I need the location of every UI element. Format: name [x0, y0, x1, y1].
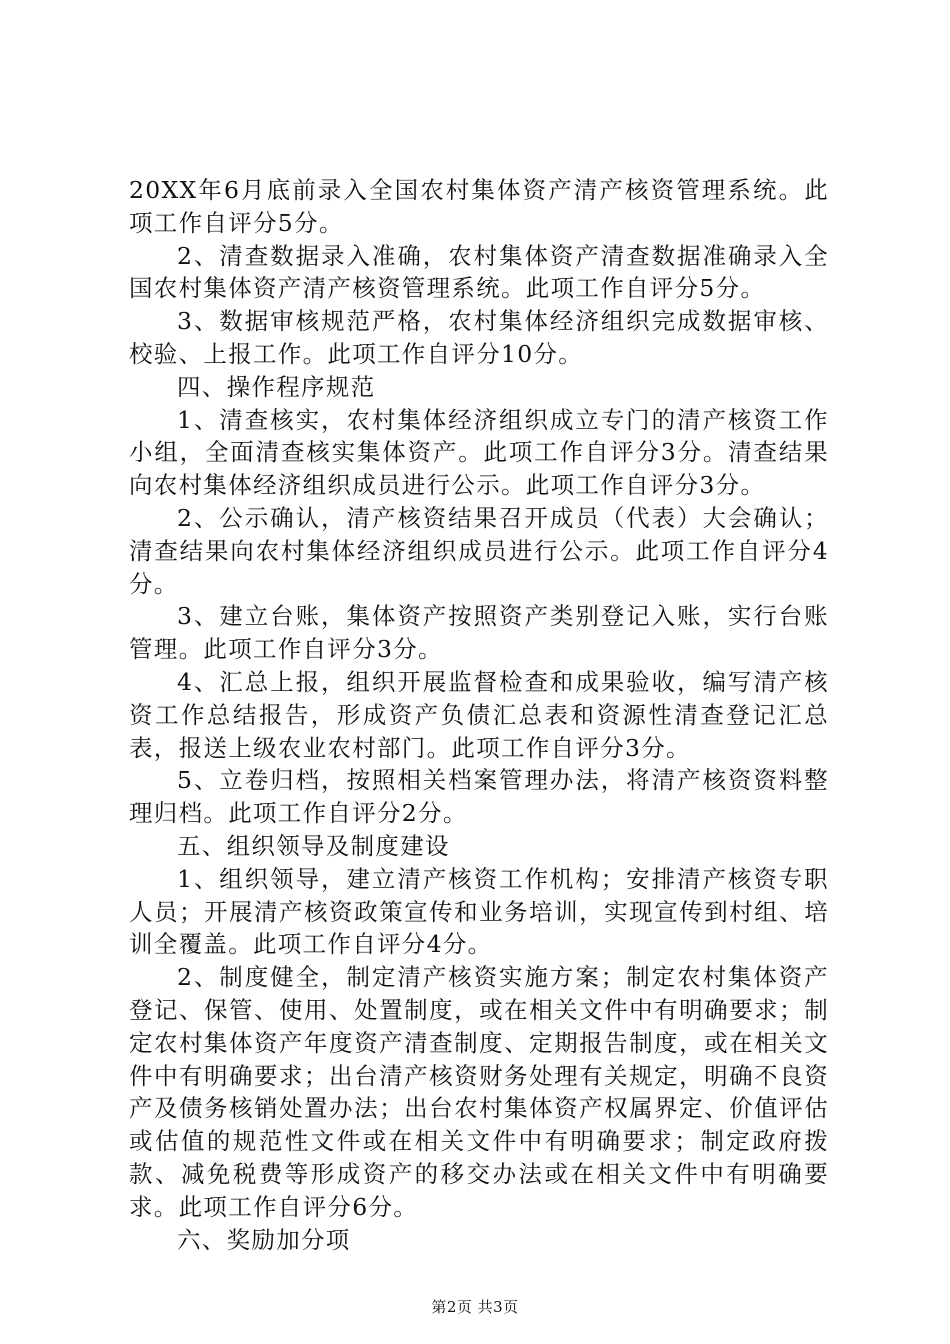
paragraph: 3、数据审核规范严格，农村集体经济组织完成数据审核、校验、上报工作。此项工作自评分10分。 [129, 307, 829, 368]
section-heading: 六、奖励加分项 [177, 1225, 351, 1254]
paragraph: 4、汇总上报，组织开展监督检查和成果验收，编写清产核资工作总结报告，形成资产负债汇总表和资源性清查登记汇总表，报送上级农业农村部门。此项工作自评分3分。 [129, 667, 829, 762]
paragraph: 3、建立台账，集体资产按照资产类别登记入账，实行台账管理。此项工作自评分3分。 [129, 602, 829, 664]
section-heading: 五、组织领导及制度建设 [177, 831, 450, 860]
page-footer [0, 1296, 950, 1317]
paragraph: 2、清查数据录入准确，农村集体资产清查数据准确录入全国农村集体资产清产核资管理系统。此项工作自评分5分。 [129, 241, 829, 303]
paragraph: 20XX年6月底前录入全国农村集体资产清产核资管理系统。此项工作自评分5分。 [129, 176, 829, 237]
page-number-label: 第2页 共3页 [431, 1298, 519, 1316]
paragraph: 2、公示确认，清产核资结果召开成员（代表）大会确认；清查结果向农村集体经济组织成员进行公示。此项工作自评分4分。 [129, 503, 829, 598]
paragraph: 1、清查核实，农村集体经济组织成立专门的清产核资工作小组，全面清查核实集体资产。此项工作自评分3分。清查结果向农村集体经济组织成员进行公示。此项工作自评分3分。 [129, 405, 829, 500]
section-heading: 四、操作程序规范 [177, 372, 376, 401]
paragraph: 5、立卷归档，按照相关档案管理办法，将清产核资资料整理归档。此项工作自评分2分。 [129, 766, 829, 828]
paragraph: 1、组织领导，建立清产核资工作机构；安排清产核资专职人员；开展清产核资政策宣传和业务培训，实现宣传到村组、培训全覆盖。此项工作自评分4分。 [129, 864, 829, 959]
paragraph: 2、制度健全，制定清产核资实施方案；制定农村集体资产登记、保管、使用、处置制度，或在相关文件中有明确要求；制定农村集体资产年度资产清查制度、定期报告制度，或在相关文件中有明确要求；出台清产核资财务处理有关规定，明确不良资产及债务核销处置办法；出台农村集体资产权属界定、价值评估或估值的规范性文件或在相关文件中有明确要求；制定政府拨款、减免税费等形成资产的移交办法或在相关文件中有明确要求。此项工作自评分6分。 [129, 963, 829, 1221]
document-body [129, 174, 829, 1256]
